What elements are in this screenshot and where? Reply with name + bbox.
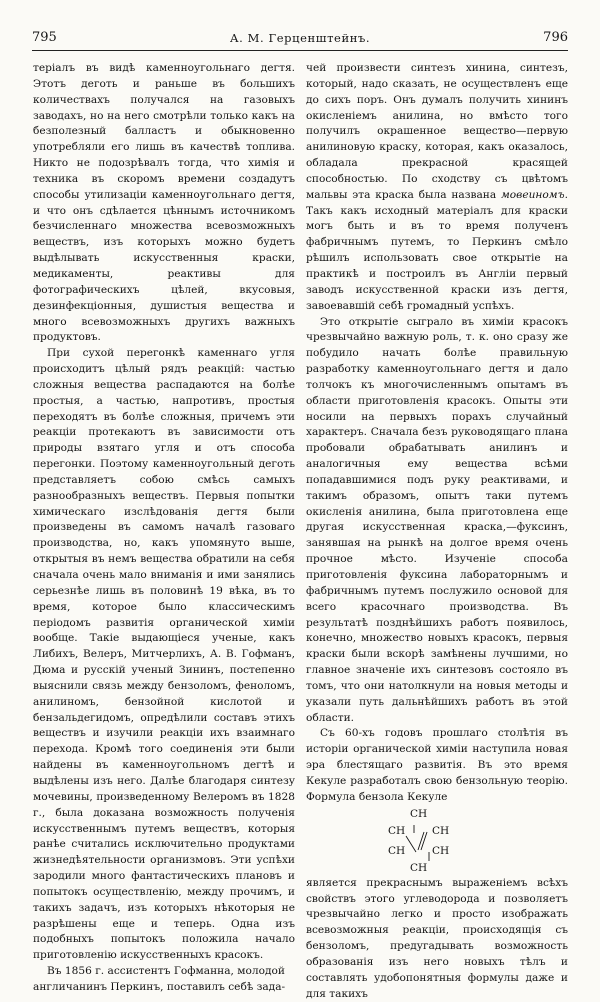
right-paragraph-4: является прекраснымъ выраженіемъ всѣхъ свойствъ этого углеводорода и позволяетъ чрезвычайно легко и просто изображать всевозможныя реакціи, происходящія съ бензоломъ, предугадывать возможность образованія изъ него новыхъ тѣлъ и составлять удобопонятныя формулы даже и для такихъ [306, 876, 568, 1000]
left-page-number: 795 [32, 30, 57, 45]
right-paragraph-1-part-b: . Такъ какъ исходный матеріалъ для краски могъ быть и въ то время полученъ фабричнымъ путемъ, то Перкинъ смѣло рѣшилъ использовать свое открытіе на практикѣ и построилъ въ Англіи первый заводъ искусственной краски изъ дегтя, завоевавшій себѣ громадный успѣхъ. [306, 188, 568, 312]
running-title: А. М. Герценштейнъ. [229, 31, 371, 45]
page-header [32, 30, 568, 48]
right-page-number: 796 [543, 30, 568, 45]
formula-ch-upper-left: CH [388, 824, 406, 837]
formula-ch-top: CH [410, 807, 428, 820]
left-paragraph-1: теріалъ въ видѣ каменноугольнаго дегтя. Этотъ деготь и раньше въ большихъ количествахъ получался на газовыхъ заводахъ, но на него смотрѣли только какъ на безполезный балластъ и обыкновенно употребляли его лишь въ качествѣ топлива. Никто не подозрѣвалъ тогда, что химія и техника въ скоромъ времени создадутъ способы утилизаціи каменноугольнаго дегтя, и что онъ сдѣлается цѣннымъ источникомъ безчисленнаго множества всевозможныхъ веществъ, изъ которыхъ можно будетъ выдѣлывать искусственныя краски, медикаменты, реактивы для фотографическихъ цѣлей, вкусовыя, дезинфекціонныя, душистыя вещества и много всевозможныхъ другихъ важныхъ продуктовъ. [33, 62, 295, 344]
formula-ch-lower-right: CH [432, 844, 450, 857]
mauveine-term: мовеиномъ [501, 188, 565, 201]
right-column [306, 61, 568, 1002]
formula-ch-lower-left: CH [388, 844, 406, 857]
right-paragraph-3: Съ 60-хъ годовъ прошлаго столѣтія въ исторіи органической химіи наступила новая эра блестящаго развитія. Въ это время Кекуле разработалъ свою бензольную теорію. Формула бензола Кекуле [306, 727, 568, 803]
benzene-bond-lines [306, 806, 568, 876]
left-column [33, 61, 295, 996]
right-paragraph-1-part-a: чей произвести синтезъ хинина, синтезъ, который, надо сказать, не осуществленъ еще до сихъ поръ. Онъ думалъ получить хининъ окисленіемъ анилина, но вмѣсто того получилъ окрашенное вещество—первую анилиновую краску, которая, какъ оказалось, обладала прекрасной красящей способностью. По сходству съ цвѣтомъ мальвы эта краска была названа [306, 62, 568, 201]
formula-ch-bottom: CH [410, 861, 428, 874]
formula-ch-upper-right: CH [432, 824, 450, 837]
left-paragraph-2: При сухой перегонкѣ каменнаго угля происходитъ цѣлый рядъ реакцій: частью сложныя вещества распадаются на болѣе простыя, а частью, напротивъ, простыя переходятъ въ болѣе сложныя, причемъ эти реакціи протекаютъ въ зависимости отъ природы взятаго угля и отъ способа перегонки. Поэтому каменноугольный деготь представляетъ собою смѣсь самыхъ разнообразныхъ веществъ. Первыя попытки химическаго изслѣдованія дегтя были произведены въ самомъ началѣ газоваго производства, но, какъ упомянуто выше, открытыя въ немъ вещества обратили на себя сначала очень мало вниманія и ими занялись серьезнѣе лишь въ половинѣ 19 вѣка, въ то время, которое было классическимъ періодомъ развитія органической химіи вообще. Такіе выдающіеся ученые, какъ Либихъ, Велеръ, Митчерлихъ, А. В. Гофманъ, Дюма и русскій ученый Зининъ, постепенно выяснили связь между бензоломъ, феноломъ, анилиномъ, бензойной кислотой и бензальдегидомъ, опредѣлили составъ этихъ веществъ и изучили реакціи ихъ взаимнаго перехода. Кромѣ того соединенія эти были найдены въ каменноугольномъ дегтѣ и выдѣлены изъ него. Далѣе благодаря синтезу мочевины, произведенному Велеромъ въ 1828 г., была доказана возможность полученія искусственнымъ путемъ веществъ, которыя ранѣе считались исключительно продуктами жизнедѣятельности организмовъ. Эти успѣхи зародили много фантастическихъ плановъ и попытокъ осуществленію, между прочимъ, и такихъ задачъ, изъ которыхъ нѣкоторыя не разрѣшены еще и теперь. Одна изъ подобныхъ попытокъ положила начало приготовленію искусственныхъ красокъ. [33, 347, 295, 962]
left-paragraph-3: Въ 1856 г. ассистентъ Гофманна, молодой англичанинъ Перкинъ, поставилъ себѣ зада- [33, 965, 286, 993]
right-paragraph-1 [306, 61, 568, 315]
kekule-benzene-formula [306, 806, 568, 876]
right-paragraph-2: Это открытіе сыграло въ химіи красокъ чрезвычайно важную роль, т. к. оно сразу же побудило начать болѣе правильную разработку каменноугольнаго дегтя и дало толчокъ къ многочисленнымъ опытамъ въ области приготовленія красокъ. Опыты эти носили на первыхъ порахъ случайный характеръ. Сначала безъ руководящаго плана пробовали обрабатывать анилинъ и аналогичныя ему вещества всѣми попадавшимися подъ руку реактивами, и такимъ образомъ, опытъ таки путемъ окисленія анилина, была приготовлена еще другая искусственная краска,—фуксинъ, занявшая на рынкѣ на долгое время очень прочное мѣсто. Изученіе способа приготовленія фуксина лабораторнымъ и фабричнымъ путемъ послужило основой для всего красочнаго производства. Въ результатѣ позднѣйшихъ работъ появилось, конечно, множество новыхъ красокъ, первыя краски были вскорѣ замѣнены лучшими, но главное значеніе ихъ синтезовъ состояло въ томъ, что они натолкнули на новыя методы и указали путь дальнѣйшихъ работъ въ этой области. [306, 315, 568, 724]
header-rule [32, 50, 568, 51]
